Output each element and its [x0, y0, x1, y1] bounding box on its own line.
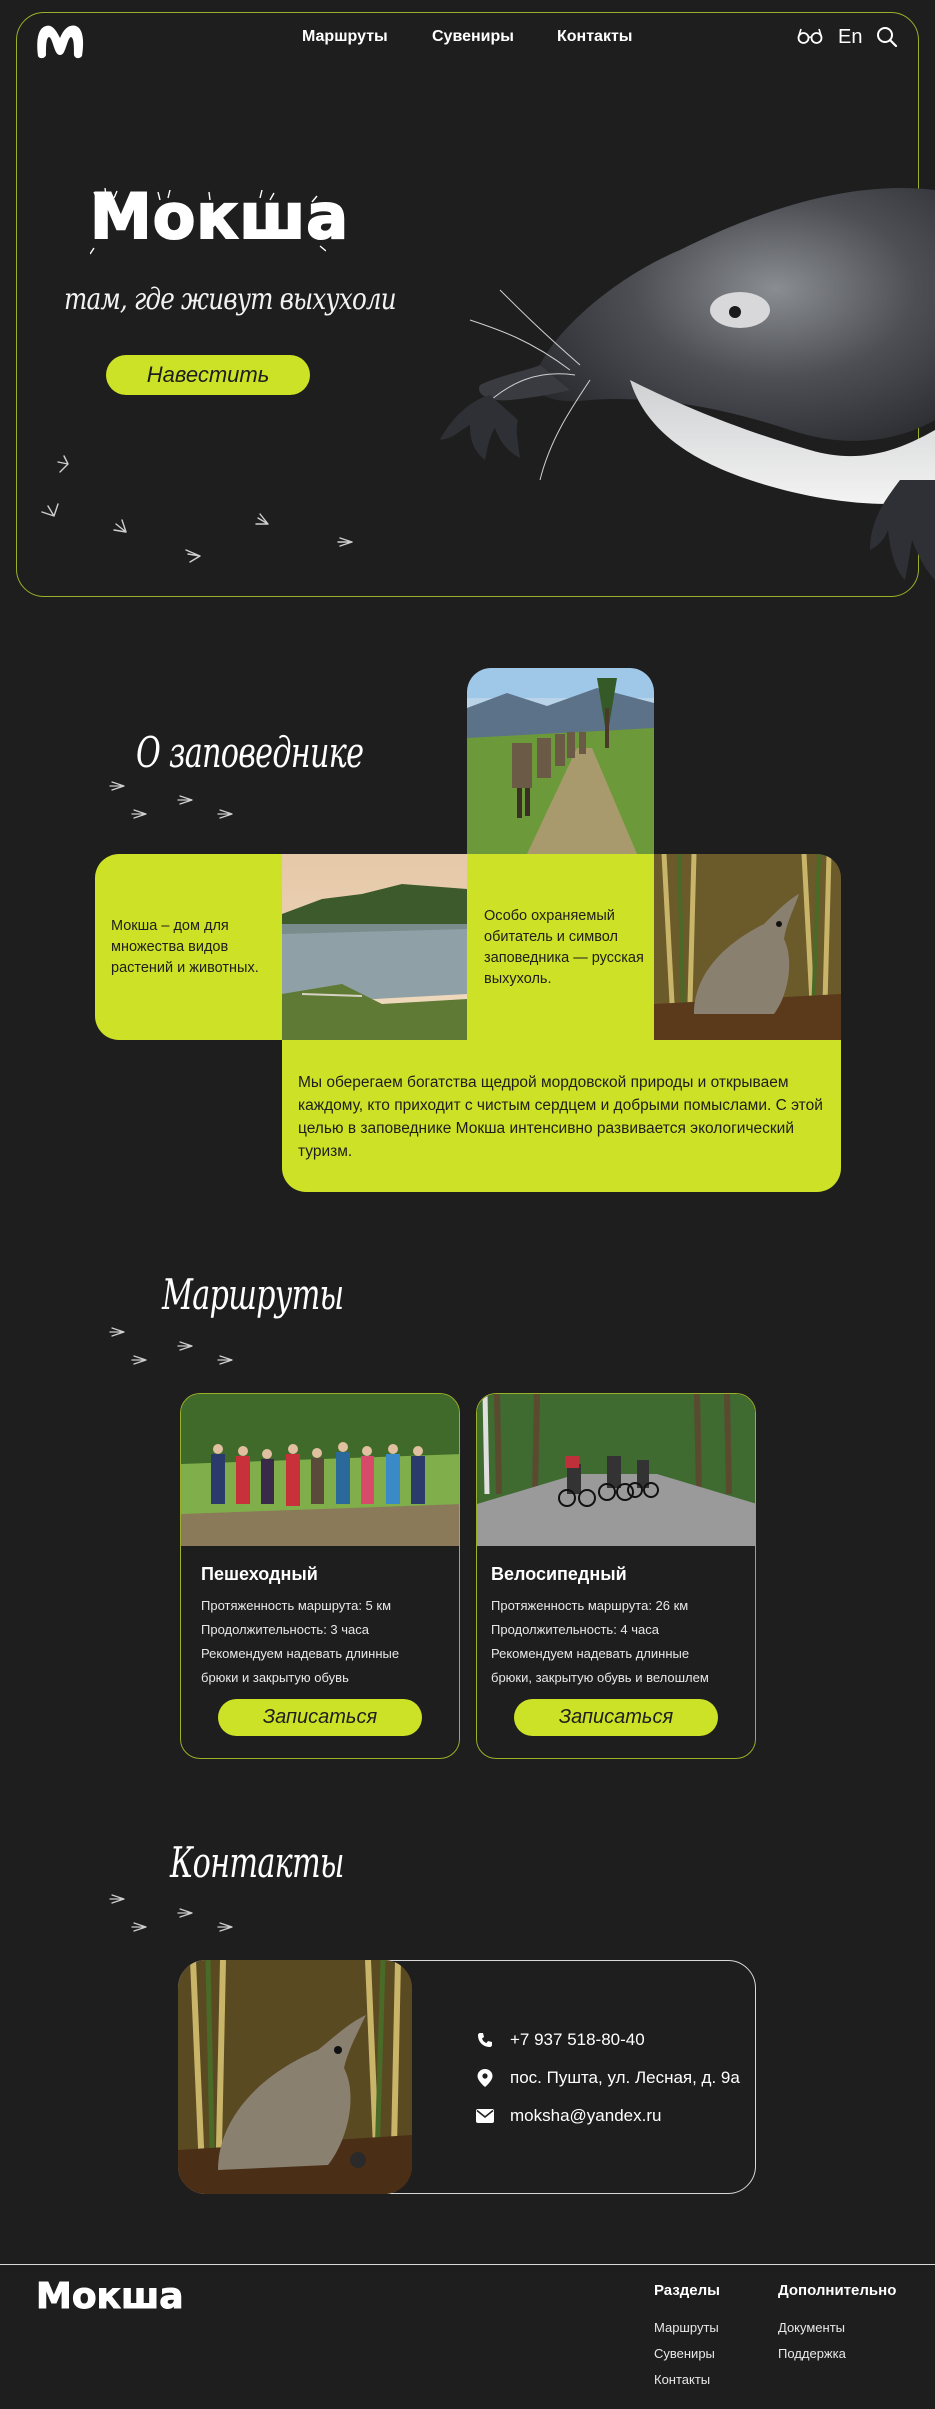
glasses-icon[interactable]: [797, 26, 823, 46]
route-advice-2: брюки, закрытую обувь и велошлем: [491, 1670, 709, 1685]
footer-sections-title: Разделы: [654, 2282, 720, 2299]
footer-logo[interactable]: Мокша: [36, 2276, 184, 2317]
logo-icon[interactable]: [34, 20, 86, 60]
mail-icon: [476, 2109, 494, 2123]
route-length: Протяженность маршрута: 5 км: [201, 1598, 392, 1613]
language-switch[interactable]: En: [838, 26, 863, 48]
river-photo: [282, 854, 467, 1040]
route-length: Протяженность маршрута: 26 км: [491, 1598, 689, 1613]
contact-phone[interactable]: [476, 2030, 645, 2050]
contact-email-text: moksha@yandex.ru: [510, 2106, 662, 2125]
route-card-walking: [180, 1393, 460, 1759]
desman-photo: [430, 180, 935, 600]
signup-cycling-button[interactable]: Записаться: [514, 1699, 718, 1736]
footer-link-contacts[interactable]: Контакты: [654, 2372, 711, 2387]
route-duration: Продолжительность: 3 часа: [201, 1622, 369, 1637]
about-text-desman: Особо охраняемый обитатель и символ заповедника — русская выхухоль.: [484, 908, 644, 987]
route-advice: Рекомендуем надевать длинные: [491, 1646, 690, 1661]
route-duration: Продолжительность: 4 часа: [491, 1622, 659, 1637]
footer-link-documents[interactable]: Документы: [778, 2320, 846, 2335]
nav-contacts[interactable]: Контакты: [557, 28, 633, 45]
contact-address-text: пос. Пушта, ул. Лесная, д. 9а: [510, 2068, 740, 2087]
footer-extra-title: Дополнительно: [778, 2282, 897, 2299]
nav-routes[interactable]: Маршруты: [302, 28, 388, 45]
signup-walking-button[interactable]: Записаться: [218, 1699, 422, 1736]
footprints-decoration: [40, 440, 370, 570]
footprints-routes: [104, 1318, 244, 1368]
desman-reeds-photo: [654, 854, 841, 1040]
about-text-mission: Мы оберегаем богатства щедрой мордовской природы и открываем каждому, кто приходит с чистым сердцем и добрыми помыслами. С этой целью в заповеднике Мокша интенсивно развивается экологический туризм.: [298, 1074, 823, 1160]
footprints-about: [104, 772, 244, 822]
about-text-habitat: Мокша – дом для множества видов растений и животных.: [111, 918, 259, 976]
route-card-title: Велосипедный: [491, 1564, 627, 1584]
hikers-trail-photo: [467, 668, 654, 854]
cycling-group-photo: [477, 1394, 756, 1546]
routes-title: Маршруты: [162, 1270, 344, 1319]
footprints-contacts: [104, 1885, 244, 1935]
desman-contacts-photo: [178, 1960, 412, 2194]
route-card-cycling: [476, 1393, 756, 1759]
hero-subtitle: там, где живут выхухоли: [64, 282, 396, 317]
contact-address[interactable]: [476, 2068, 740, 2088]
hero-title: Мокша: [90, 180, 350, 253]
nav-souvenirs[interactable]: Сувениры: [432, 28, 514, 45]
footer-link-souvenirs[interactable]: Сувениры: [654, 2346, 715, 2361]
route-advice: Рекомендуем надевать длинные: [201, 1646, 400, 1661]
contacts-title: Контакты: [170, 1838, 344, 1887]
location-icon: [477, 2069, 493, 2087]
about-title: О заповеднике: [136, 728, 364, 777]
walking-group-photo: [181, 1394, 460, 1546]
search-icon[interactable]: [876, 26, 898, 48]
footer-link-routes[interactable]: Маршруты: [654, 2320, 719, 2335]
visit-button[interactable]: Навестить: [106, 355, 310, 395]
route-advice-2: брюки и закрытую обувь: [201, 1670, 349, 1685]
contact-email[interactable]: [476, 2106, 661, 2126]
phone-icon: [477, 2032, 493, 2048]
contact-phone-text: +7 937 518-80-40: [510, 2030, 645, 2049]
footer-link-support[interactable]: Поддержка: [778, 2346, 846, 2361]
route-card-title: Пешеходный: [201, 1564, 318, 1584]
